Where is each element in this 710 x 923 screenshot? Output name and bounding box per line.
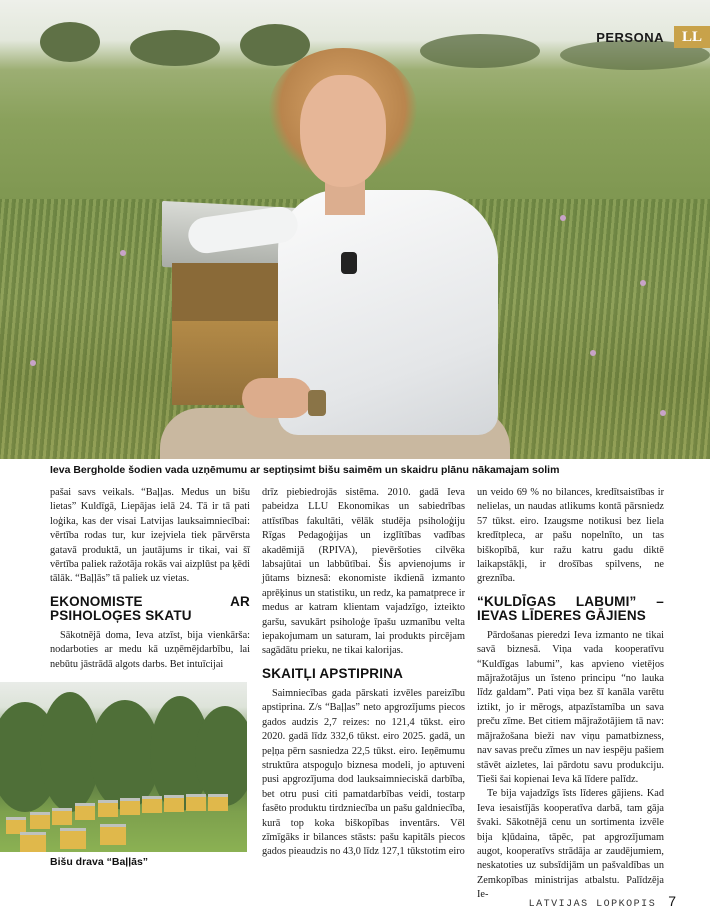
paragraph: Te bija vajadzīgs īsts līderes gājiens. Kad Ieva iesaistījās kooperatīva darbā, tam gāja švaki. Sākotnējā cenu un sortimenta izvēle bija kļūdaina, tāpēc, pat apgrozījumam augot, kooperatīvs strādāja ar zaudējumiem, neskatoties uz subsīdijām un pašvaldības un Zemkopības ministrijas atbalstu. Palīdzēja Ie-: [477, 788, 664, 901]
apiary-photo: [0, 682, 247, 852]
page-number: 7: [668, 893, 676, 909]
column-1: [50, 486, 250, 672]
section-tag: [592, 26, 710, 48]
paragraph: pašai savs veikals. “Baļļas. Medus un bišu lietas” Kuldīgā, Liepājas ielā 24. Tā ir tā pati loģika, kas der visai Latvijas lauksaimniecībai: vērtība rodas tur, kur izejviela tiek pārvērsta gatavā produktā, un jautājums ir tikai, vai šī vērtība paliek ražotāja rokās vai aizplūst pa ķēdi tālāk. “Baļļās” tā paliek uz vietas.: [50, 487, 250, 585]
section-label: PERSONA: [596, 29, 664, 45]
section-heading: EKONOMISTE AR PSIHOLOĢES SKATU: [50, 593, 250, 623]
portrait-face: [300, 75, 386, 187]
paragraph: Pārdošanas pieredzi Ieva izmanto ne tikai savā biznesā. Viņa vada kooperatīvu “Kuldīgas labumi”, kas apvieno vietējos mājražotājus un īsteno principu “no lauka līdz galdam”. Pati viņa bez šī kanāla varētu iztikt, jo ir mērogs, atpazīstamība un sava preču zīme. Bet citiem mājražotājiem tā nav: mājražošana bieži nav viņu pamatbizness, nav savas preču zīmes un nav iespēju pašiem stāvēt aizletes, lai pārdotu savu produkciju. Tieši šai kopienai Ieva kā līdere palīdz.: [477, 629, 664, 785]
paragraph: drīz piebiedrojās sistēma. 2010. gadā Ieva pabeidza LLU Ekonomikas un sabiedrības attīstības fakultāti, vēlāk studēja psiholoģiju Rīgas Pedagoģijas un izglītības vadības akadēmijā (RPIVA), pievēršoties cilvēka labsajūtai un labbūtībai. Šis apvienojums ir jūtams biznesā: ekonomiste ikdienā izmanto aprēķinus un statistiku, un redz, ka pamatprece ir medus ar katram klientam vajadzīgo, izteikto garšu, savukārt psiholoģe īpašu uzmanību velta iepakojumam un saturam, lai produkts pircējam sagādātu prieku, ne tikai kalorijas.: [262, 487, 465, 657]
section-heading: “KULDĪGAS LABUMI” – IEVAS LĪDERES GĀJIENS: [477, 593, 664, 623]
wristwatch: [308, 390, 326, 416]
column-2: [262, 486, 465, 860]
paragraph: un veido 69 % no bilances, kredītsaistības ir nelielas, un naudas atlikums kontā pārsniedz 57 tūkst. eiro. Izaugsme notikusi bez liela kredītpleca, ar pašu nopelnīto, un tas biškopībā, kur ražu katru gadu diktē laikapstākļi, ir drošības spilvens, ne greznība.: [477, 487, 664, 585]
paragraph: Sākotnējā doma, Ieva atzīst, bija vienkārša: nodarboties ar medu kā uzņēmējdarbību, lai nebūtu jāstrādā algots darbs. Bet intuīcijai: [50, 629, 250, 670]
section-heading: SKAITĻI APSTIPRINA: [262, 665, 404, 681]
page-footer: [529, 893, 676, 910]
publication-name: LATVIJAS LOPKOPIS: [528, 899, 657, 910]
paragraph: Saimniecības gada pārskati izvēles pareizību apstiprina. Z/s “Baļļas” neto apgrozījums piecos gados audzis 2,7 reizes: no 121,4 tūkst. eiro 2020. gadā līdz 332,6 tūkst. eiro 2025. gadā, un peļņa pērn sasniedza 22,5 tūkst. eiro. Ieņēmumu struktūra atspoguļo biznesa modeli, jo aptuveni pusi apgrozījuma dod lauksaimnieciskā darbība, bet otru pusi citi pamatdarbības veidi, tostarp fasēto produktu tirdzniecība un pašu galdniecība, kurā top koka biškopības inventārs. Vēl zīmīgāks ir bilances stāsts: pašu kapitāls piecos gados pieaudzis no 43,0 līdz 127,1 tūkstotim eiro: [262, 687, 465, 858]
main-photo-caption: Ieva Bergholde šodien vada uzņēmumu ar septiņsimt bišu saimēm un skaidru plānu nākamajam solim: [50, 464, 560, 476]
section-badge: LL: [674, 26, 710, 48]
main-photo: [0, 0, 710, 459]
column-3: [477, 486, 664, 903]
apiary-photo-caption: Bišu drava “Baļļās”: [50, 856, 149, 868]
lapel-microphone: [341, 252, 357, 274]
